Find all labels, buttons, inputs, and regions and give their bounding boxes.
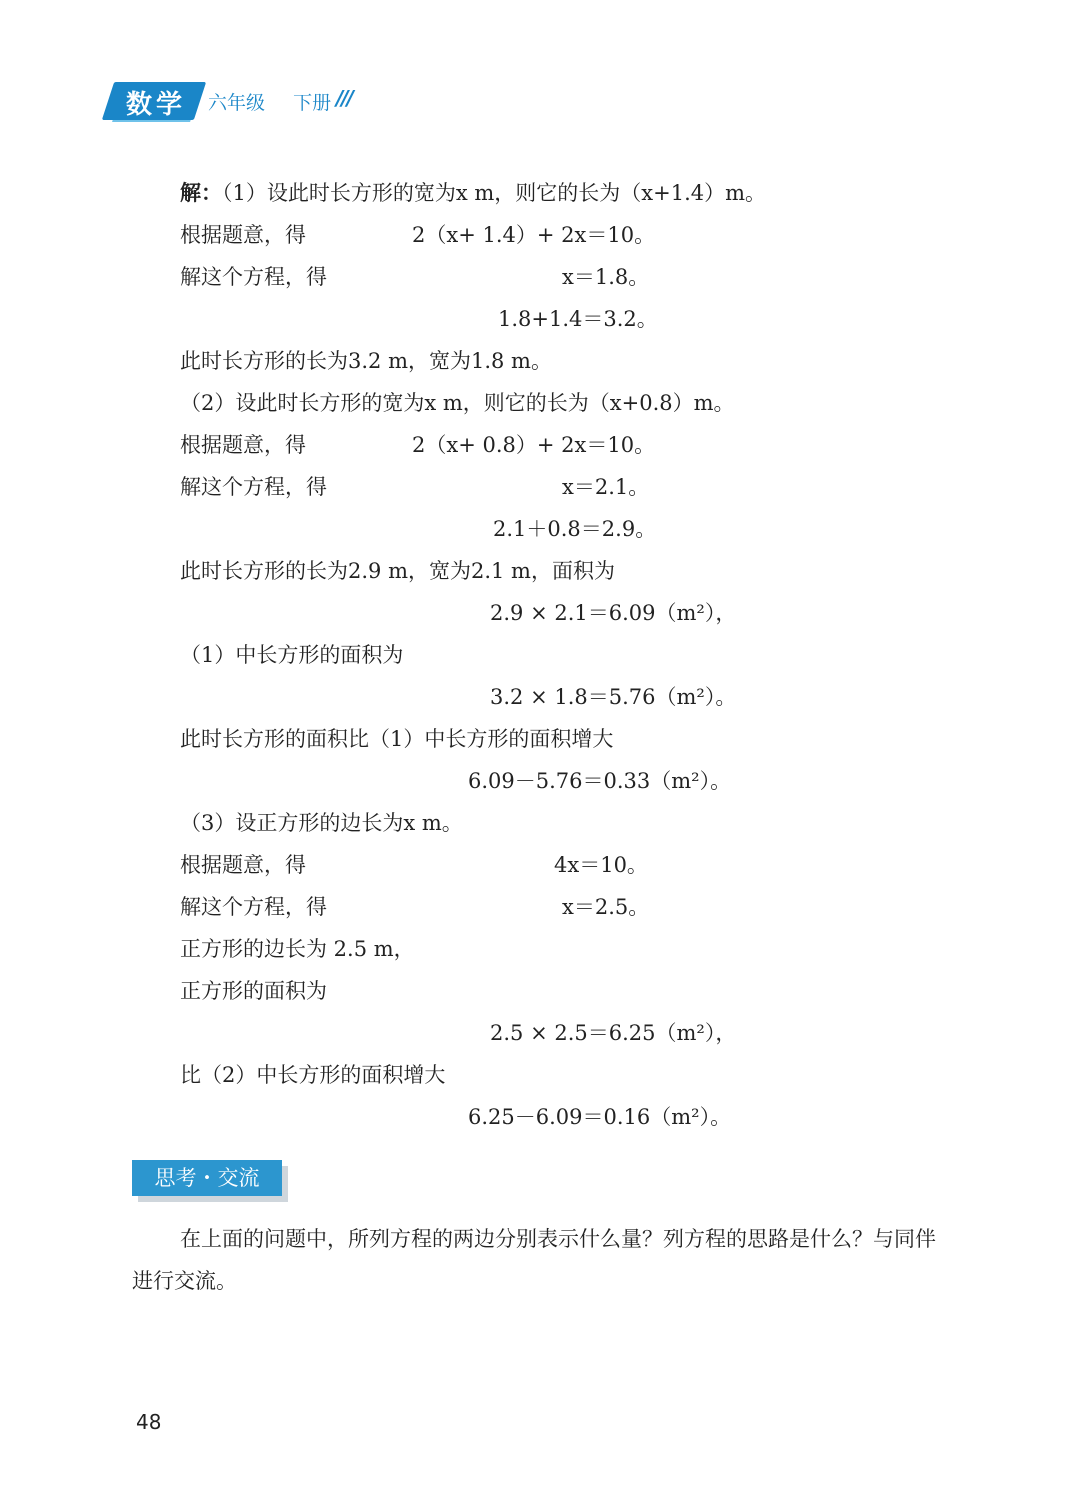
solution-line-2a: 根据题意，得	[180, 223, 306, 247]
subject-title: 数学	[126, 90, 187, 120]
solution-line-8a: 解这个方程，得	[180, 475, 327, 499]
area-calc-1: 3.2 × 1.8＝5.76（m²）。	[490, 685, 737, 709]
solution-line-14: 此时长方形的面积比（1）中长方形的面积增大	[180, 727, 614, 751]
equation-3: 4x＝10。	[554, 853, 648, 877]
think-exchange-text: 在上面的问题中，所列方程的两边分别表示什么量？列方程的思路是什么？与同伴进行交流。	[132, 1227, 936, 1293]
solution-line-18a: 解这个方程，得	[180, 895, 327, 919]
area-diff-1: 6.09－5.76＝0.33（m²）。	[468, 769, 732, 793]
solution-line-20: 正方形的面积为	[180, 979, 327, 1003]
equation-1: 2（x+ 1.4）+ 2x＝10。	[412, 223, 656, 247]
equation-2-solution: x＝2.1。	[562, 475, 650, 499]
solution-line-7a: 根据题意，得	[180, 433, 306, 457]
think-exchange-paragraph	[132, 1218, 952, 1302]
solution-line-10: 此时长方形的长为2.9 m，宽为2.1 m，面积为	[180, 559, 615, 583]
solution-line-12: （1）中长方形的面积为	[180, 643, 404, 667]
header-slash-marks: ///	[336, 86, 352, 110]
solution-line-3a: 解这个方程，得	[180, 265, 327, 289]
volume-label: 下册	[293, 92, 332, 114]
solution-line-5: 此时长方形的长为3.2 m，宽为1.8 m。	[180, 349, 552, 373]
solution-line-1	[180, 178, 766, 208]
solution-label: 解：	[180, 181, 222, 205]
equation-2: 2（x+ 0.8）+ 2x＝10。	[412, 433, 656, 457]
equation-3-solution: x＝2.5。	[562, 895, 650, 919]
area-diff-2: 6.25－6.09＝0.16（m²）。	[468, 1105, 732, 1129]
solution-line-22: 比（2）中长方形的面积增大	[180, 1063, 446, 1087]
page-header	[108, 78, 388, 126]
area-calc-2: 2.9 × 2.1＝6.09（m²），	[490, 601, 737, 625]
grade-volume	[208, 88, 331, 115]
think-exchange-box	[132, 1160, 288, 1200]
think-exchange-title: 思考・交流	[132, 1160, 282, 1196]
grade-label: 六年级	[208, 92, 266, 114]
solution-line-19: 正方形的边长为 2.5 m，	[180, 937, 415, 961]
solution-text-1: （1）设此时长方形的宽为x m，则它的长为（x+1.4）m。	[222, 181, 767, 205]
equation-1-solution: x＝1.8。	[562, 265, 650, 289]
page-number: 48	[136, 1410, 162, 1434]
solution-line-17a: 根据题意，得	[180, 853, 306, 877]
solution-line-16: （3）设正方形的边长为x m。	[180, 811, 463, 835]
calc-length-2: 2.1＋0.8＝2.9。	[493, 517, 657, 541]
calc-length-1: 1.8+1.4＝3.2。	[498, 307, 658, 331]
solution-line-6: （2）设此时长方形的宽为x m，则它的长为（x+0.8）m。	[180, 391, 735, 415]
square-area-calc: 2.5 × 2.5＝6.25（m²），	[490, 1021, 737, 1045]
